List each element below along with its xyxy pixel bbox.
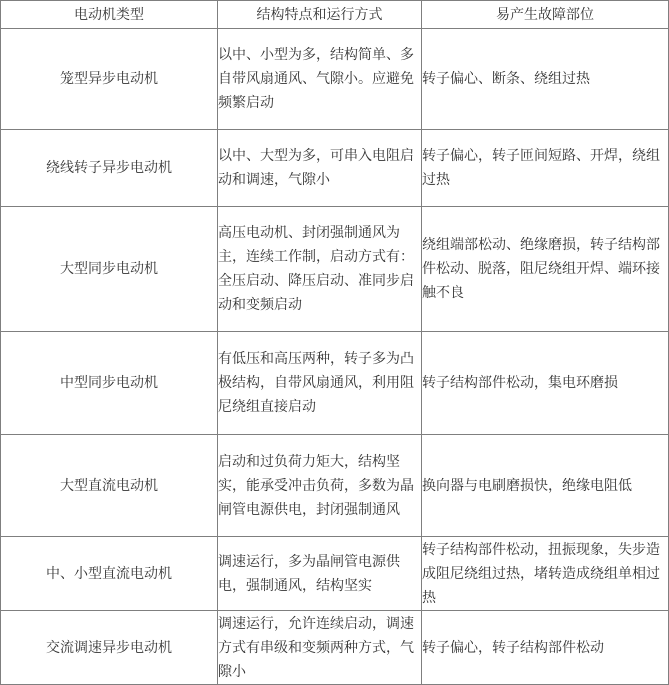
features-cell: 调速运行，允许连续启动，调速方式有串级和变频两种方式，气隙小 <box>218 611 422 685</box>
motor-type-cell: 大型直流电动机 <box>1 435 218 537</box>
features-cell: 以中、小型为多，结构简单、多自带风扇通风、气隙小。应避免频繁启动 <box>218 29 422 130</box>
motor-type-cell: 绕线转子异步电动机 <box>1 130 218 207</box>
fault-cell: 转子结构部件松动，扭振现象，失步造成阻尼绕组过热，堵转造成绕组单相过热 <box>422 537 669 611</box>
motor-type-cell: 大型同步电动机 <box>1 207 218 332</box>
features-cell: 以中、大型为多，可串入电阻启动和调速，气隙小 <box>218 130 422 207</box>
motor-type-cell: 笼型异步电动机 <box>1 29 218 130</box>
header-motor-type: 电动机类型 <box>1 1 218 29</box>
features-cell: 调速运行，多为晶闸管电源供电，强制通风，结构坚实 <box>218 537 422 611</box>
table-row <box>1 537 669 611</box>
fault-cell: 绕组端部松动、绝缘磨损，转子结构部件松动、脱落，阻尼绕组开焊、端环接触不良 <box>422 207 669 332</box>
fault-cell: 换向器与电刷磨损快，绝缘电阻低 <box>422 435 669 537</box>
table-row <box>1 207 669 332</box>
table-row <box>1 332 669 435</box>
table-row <box>1 611 669 685</box>
header-row <box>1 1 669 29</box>
features-cell: 启动和过负荷力矩大，结构坚实，能承受冲击负荷，多数为晶闸管电源供电，封闭强制通风 <box>218 435 422 537</box>
motor-type-cell: 交流调速异步电动机 <box>1 611 218 685</box>
fault-cell: 转子偏心、断条、绕组过热 <box>422 29 669 130</box>
table-row <box>1 130 669 207</box>
table-row <box>1 29 669 130</box>
features-cell: 高压电动机、封闭强制通风为主，连续工作制，启动方式有：全压启动、降压启动、准同步启动和变频启动 <box>218 207 422 332</box>
motor-type-cell: 中、小型直流电动机 <box>1 537 218 611</box>
features-cell: 有低压和高压两种，转子多为凸极结构，自带风扇通风，利用阻尼绕组直接启动 <box>218 332 422 435</box>
header-features: 结构特点和运行方式 <box>218 1 422 29</box>
motor-type-cell: 中型同步电动机 <box>1 332 218 435</box>
fault-cell: 转子偏心，转子匝间短路、开焊，绕组过热 <box>422 130 669 207</box>
table-row <box>1 435 669 537</box>
header-fault-locations: 易产生故障部位 <box>422 1 669 29</box>
fault-cell: 转子结构部件松动，集电环磨损 <box>422 332 669 435</box>
fault-cell: 转子偏心，转子结构部件松动 <box>422 611 669 685</box>
